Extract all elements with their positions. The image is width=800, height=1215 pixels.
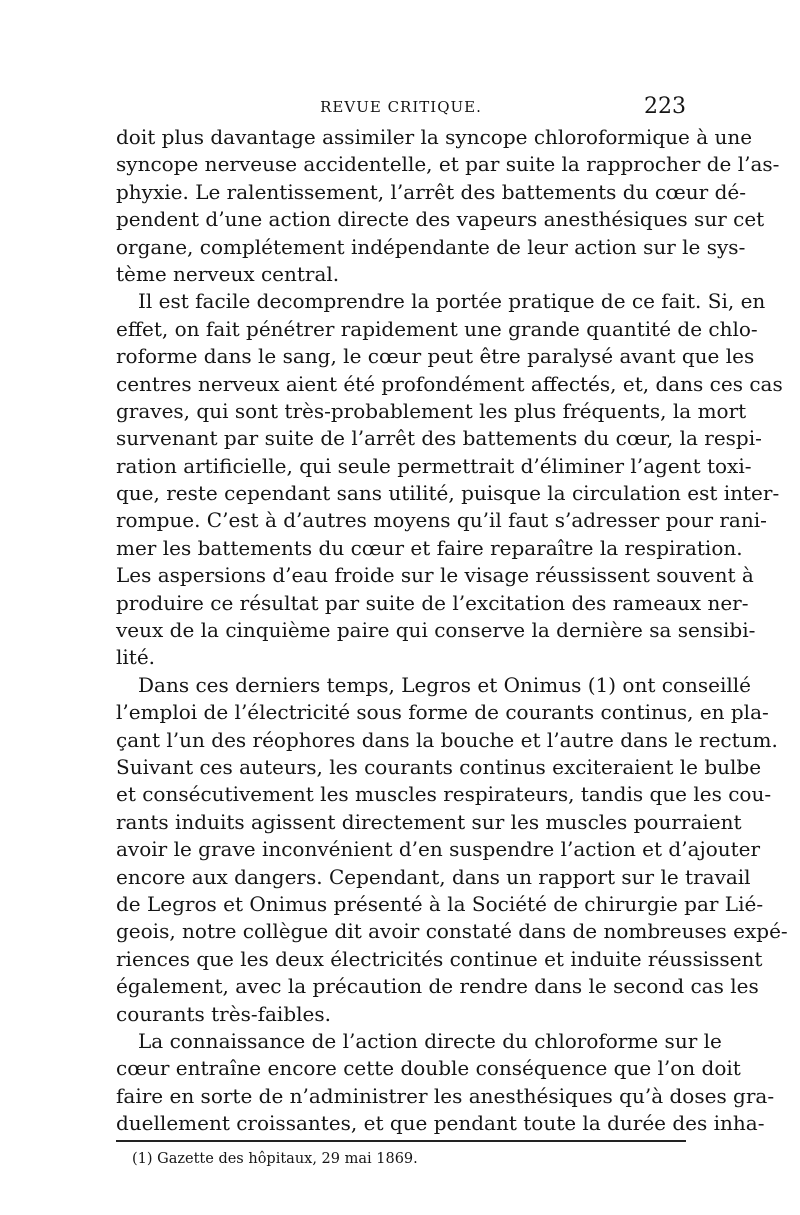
text-line: pendent d’une action directe des vapeurs anesthésiques sur cet [116, 207, 765, 232]
text-line: avoir le grave inconvénient d’en suspendre l’action et d’ajouter [116, 837, 761, 862]
text-line: rompue. C’est à d’autres moyens qu’il faut s’adresser pour rani- [116, 508, 767, 533]
text-line: syncope nerveuse accidentelle, et par suite la rapprocher de l’as- [116, 152, 780, 177]
text-line: encore aux dangers. Cependant, dans un rapport sur le travail [116, 864, 751, 889]
text-line: lité. [116, 645, 156, 670]
text-line: centres nerveux aient été profondément affectés, et, dans ces cas [116, 371, 783, 396]
footnote: (1) Gazette des hôpitaux, 29 mai 1869. [132, 1151, 418, 1167]
text-line: La connaissance de l’action directe du chloroforme sur le [138, 1028, 722, 1053]
text-line: organe, complétement indépendante de leur action sur le sys- [116, 234, 746, 259]
text-line: çant l’un des réophores dans la bouche et l’autre dans le rectum. [116, 727, 778, 752]
text-line: Suivant ces auteurs, les courants continus exciteraient le bulbe [116, 754, 762, 779]
text-line: faire en sorte de n’administrer les anesthésiques qu’à doses gra- [116, 1083, 775, 1108]
text-line: veux de la cinquième paire qui conserve la dernière sa sensibi- [116, 618, 756, 643]
text-line: riences que les deux électricités continue et induite réussissent [116, 946, 763, 971]
text-line: Les aspersions d’eau froide sur le visage réussissent souvent à [116, 563, 754, 588]
text-line: produire ce résultat par suite de l’excitation des rameaux ner- [116, 590, 749, 615]
text-line: et consécutivement les muscles respirateurs, tandis que les cou- [116, 782, 772, 807]
footnote-divider [116, 1140, 686, 1142]
body-text [116, 124, 788, 1137]
text-line: rants induits agissent directement sur les muscles pourraient [116, 809, 742, 834]
page-number: 223 [644, 94, 686, 119]
text-line: que, reste cependant sans utilité, puisque la circulation est inter- [116, 481, 780, 506]
text-line: de Legros et Onimus présenté à la Société de chirurgie par Lié- [116, 891, 764, 916]
text-line: tème nerveux central. [116, 261, 340, 286]
text-line: effet, on fait pénétrer rapidement une grande quantité de chlo- [116, 316, 758, 341]
page-header [116, 94, 686, 122]
text-line: l’emploi de l’électricité sous forme de courants continus, en pla- [116, 700, 769, 725]
text-line: doit plus davantage assimiler la syncope chloroformique à une [116, 125, 753, 149]
running-title: REVUE CRITIQUE. [320, 98, 482, 116]
text-line: cœur entraîne encore cette double conséquence que l’on doit [116, 1056, 741, 1081]
text-line: également, avec la précaution de rendre dans le second cas les [116, 974, 759, 999]
text-line: ration artificielle, qui seule permettrait d’éliminer l’agent toxi- [116, 453, 752, 478]
text-line: roforme dans le sang, le cœur peut être paralysé avant que les [116, 344, 755, 369]
text-line: Il est facile decomprendre la portée pratique de ce fait. Si, en [138, 289, 766, 314]
text-line: geois, notre collègue dit avoir constaté dans de nombreuses expé- [116, 919, 788, 944]
text-line: graves, qui sont très-probablement les plus fréquents, la mort [116, 398, 747, 423]
text-line: mer les battements du cœur et faire reparaître la respiration. [116, 535, 743, 560]
text-line: Dans ces derniers temps, Legros et Onimus (1) ont conseillé [138, 672, 751, 697]
text-line: survenant par suite de l’arrêt des battements du cœur, la respi- [116, 426, 762, 451]
text-line: courants très-faibles. [116, 1001, 331, 1026]
text-line: phyxie. Le ralentissement, l’arrêt des battements du cœur dé- [116, 179, 746, 204]
text-line: duellement croissantes, et que pendant toute la durée des inha- [116, 1111, 765, 1136]
